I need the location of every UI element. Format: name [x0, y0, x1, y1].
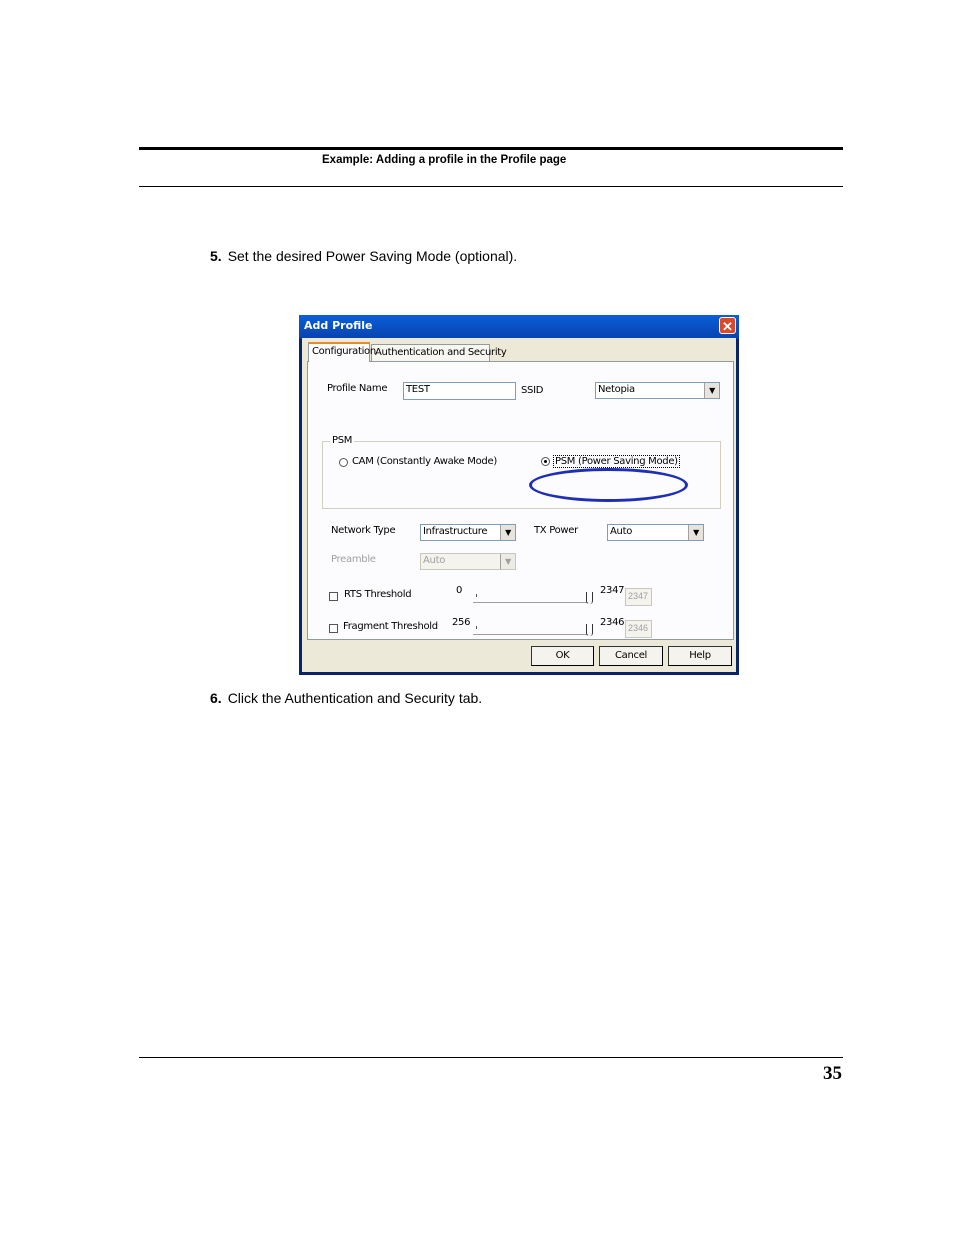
highlight-ellipse [529, 468, 688, 502]
page-number: 35 [823, 1063, 842, 1084]
cam-radio-label: CAM (Constantly Awake Mode) [352, 456, 497, 467]
psm-radio-label: PSM (Power Saving Mode) [555, 456, 678, 467]
rts-value-field: 2347 [625, 588, 652, 606]
ok-button[interactable]: OK [531, 646, 594, 666]
dialog-client-area [302, 338, 736, 672]
fragment-threshold-label: Fragment Threshold [343, 621, 438, 632]
step-number: 6. [210, 690, 222, 706]
rts-threshold-label: RTS Threshold [344, 589, 412, 600]
psm-radio[interactable] [541, 457, 550, 466]
running-title: Example: Adding a profile in the Profile page [322, 154, 567, 166]
rts-threshold-checkbox[interactable] [329, 592, 338, 601]
rts-max-label: 2347 [600, 585, 625, 596]
configuration-panel [307, 361, 734, 640]
preamble-value: Auto [423, 555, 446, 566]
chevron-down-icon: ▼ [500, 554, 515, 569]
profile-name-field[interactable]: TEST [403, 382, 516, 400]
chevron-down-icon[interactable]: ▼ [500, 525, 515, 540]
step-text: Click the Authentication and Security tab. [227, 690, 483, 706]
dialog-title-bar [299, 315, 739, 339]
fragment-min-label: 256 [452, 617, 471, 628]
ssid-label: SSID [521, 385, 544, 396]
ssid-select[interactable] [595, 382, 720, 399]
header-sub-rule [139, 186, 843, 187]
help-button[interactable]: Help [668, 646, 732, 666]
network-type-value: Infrastructure [423, 526, 488, 537]
tab-configuration[interactable]: Configuration [308, 342, 370, 362]
tx-power-select[interactable] [607, 524, 704, 541]
fragment-value-field: 2346 [625, 620, 652, 638]
header-rule [139, 147, 843, 150]
tx-power-label: TX Power [534, 525, 578, 536]
cancel-button[interactable]: Cancel [599, 646, 663, 666]
chevron-down-icon[interactable]: ▼ [688, 525, 703, 540]
close-icon[interactable]: ✕ [719, 317, 736, 334]
network-type-select[interactable] [420, 524, 516, 541]
psm-group-label: PSM [332, 435, 353, 446]
tx-power-value: Auto [610, 526, 633, 537]
fragment-threshold-checkbox[interactable] [329, 624, 338, 633]
tab-authentication-and-security[interactable]: Authentication and Security [371, 344, 490, 361]
add-profile-dialog [299, 315, 739, 675]
slider-thumb-icon[interactable] [586, 624, 593, 636]
fragment-slider-track[interactable] [473, 634, 588, 638]
dialog-title: Add Profile [304, 319, 373, 332]
ssid-value: Netopia [598, 384, 635, 395]
network-type-label: Network Type [331, 525, 396, 536]
profile-name-label: Profile Name [327, 383, 388, 394]
fragment-slider-tick [476, 626, 477, 629]
step-text: Set the desired Power Saving Mode (optional). [227, 248, 518, 264]
step-5 [210, 248, 517, 264]
slider-thumb-icon[interactable] [586, 592, 593, 604]
chevron-down-icon[interactable]: ▼ [704, 383, 719, 398]
step-number: 5. [210, 248, 222, 264]
rts-min-label: 0 [456, 585, 463, 596]
cam-radio[interactable] [339, 458, 348, 467]
step-6 [210, 690, 482, 706]
rts-slider-tick [476, 594, 477, 597]
preamble-label: Preamble [331, 554, 376, 565]
rts-slider-track[interactable] [473, 602, 588, 606]
footer-rule [139, 1057, 843, 1058]
preamble-select [420, 553, 516, 570]
fragment-max-label: 2346 [600, 617, 625, 628]
